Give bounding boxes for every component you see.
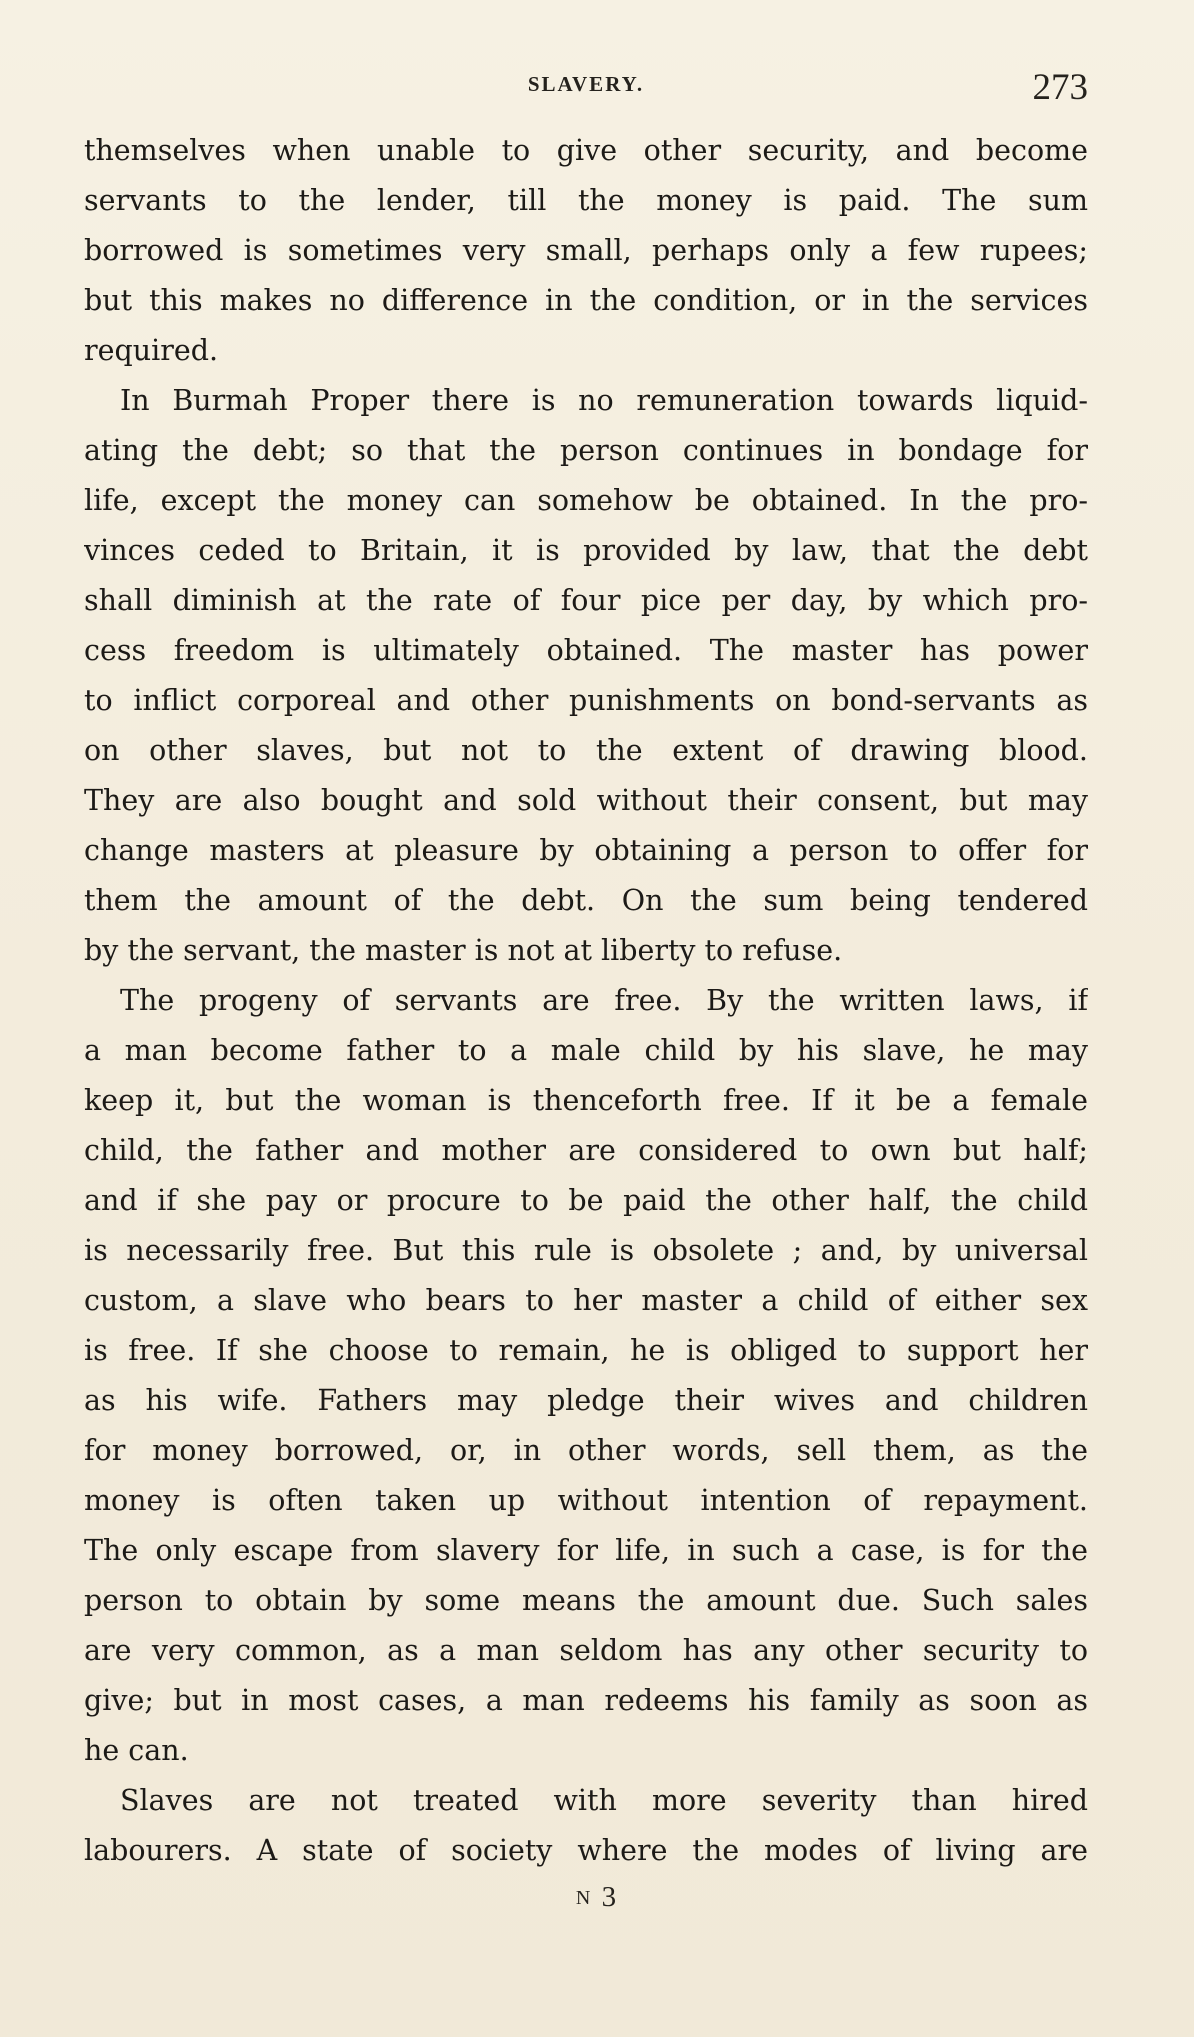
text-line: themselves when unable to give other security, and become bbox=[84, 134, 1088, 167]
text-line: is necessarily free. But this rule is obsolete ; and, by universal bbox=[84, 1234, 1088, 1267]
text-line: person to obtain by some means the amount due. Such sales bbox=[84, 1584, 1088, 1617]
text-line: cess freedom is ultimately obtained. The master has power bbox=[84, 634, 1088, 667]
body-text bbox=[84, 126, 1088, 1876]
text-line: keep it, but the woman is thenceforth free. If it be a female bbox=[84, 1084, 1088, 1117]
text-line: as his wife. Fathers may pledge their wives and children bbox=[84, 1384, 1088, 1417]
text-line: custom, a slave who bears to her master a child of either sex bbox=[84, 1284, 1088, 1317]
text-line: on other slaves, but not to the extent of drawing blood. bbox=[84, 734, 1088, 767]
signature-number: 3 bbox=[601, 1881, 619, 1913]
text-line: a man become father to a male child by his slave, he may bbox=[84, 1034, 1088, 1067]
text-line: labourers. A state of society where the modes of living are bbox=[84, 1834, 1088, 1867]
page-number: 273 bbox=[1032, 67, 1088, 108]
text-line: for money borrowed, or, in other words, sell them, as the bbox=[84, 1434, 1088, 1467]
running-title: SLAVERY. bbox=[527, 72, 645, 96]
text-line: required. bbox=[84, 334, 218, 367]
signature-letter: N bbox=[575, 1887, 593, 1909]
text-line: he can. bbox=[84, 1734, 189, 1767]
text-line: is free. If she choose to remain, he is obliged to support her bbox=[84, 1334, 1088, 1367]
text-line: borrowed is sometimes very small, perhaps only a few rupees; bbox=[84, 234, 1088, 267]
text-line: are very common, as a man seldom has any other security to bbox=[84, 1634, 1088, 1667]
printer-signature-mark bbox=[0, 1881, 1194, 1914]
text-line: to inflict corporeal and other punishments on bond-servants as bbox=[84, 684, 1088, 717]
text-line: ating the debt; so that the person continues in bondage for bbox=[84, 434, 1088, 467]
text-line: They are also bought and sold without their consent, but may bbox=[84, 784, 1088, 817]
text-line: vinces ceded to Britain, it is provided by law, that the debt bbox=[84, 534, 1088, 567]
text-line: The progeny of servants are free. By the written laws, if bbox=[120, 984, 1088, 1017]
text-line: Slaves are not treated with more severity than hired bbox=[120, 1784, 1088, 1817]
text-line: change masters at pleasure by obtaining a person to offer for bbox=[84, 834, 1088, 867]
text-line: money is often taken up without intention of repayment. bbox=[84, 1484, 1088, 1517]
text-line: shall diminish at the rate of four pice per day, by which pro- bbox=[84, 584, 1088, 617]
text-line: them the amount of the debt. On the sum being tendered bbox=[84, 884, 1088, 917]
text-line: and if she pay or procure to be paid the other half, the child bbox=[84, 1184, 1088, 1217]
text-line: by the servant, the master is not at liberty to refuse. bbox=[84, 934, 843, 967]
text-line: In Burmah Proper there is no remuneration towards liquid- bbox=[120, 384, 1088, 417]
text-line: The only escape from slavery for life, in such a case, is for the bbox=[84, 1534, 1088, 1567]
text-line: life, except the money can somehow be obtained. In the pro- bbox=[84, 484, 1088, 517]
text-line: servants to the lender, till the money is paid. The sum bbox=[84, 184, 1088, 217]
text-line: but this makes no difference in the condition, or in the services bbox=[84, 284, 1088, 317]
page-header bbox=[84, 66, 1088, 110]
text-line: give; but in most cases, a man redeems his family as soon as bbox=[84, 1684, 1088, 1717]
text-line: child, the father and mother are considered to own but half; bbox=[84, 1134, 1088, 1167]
